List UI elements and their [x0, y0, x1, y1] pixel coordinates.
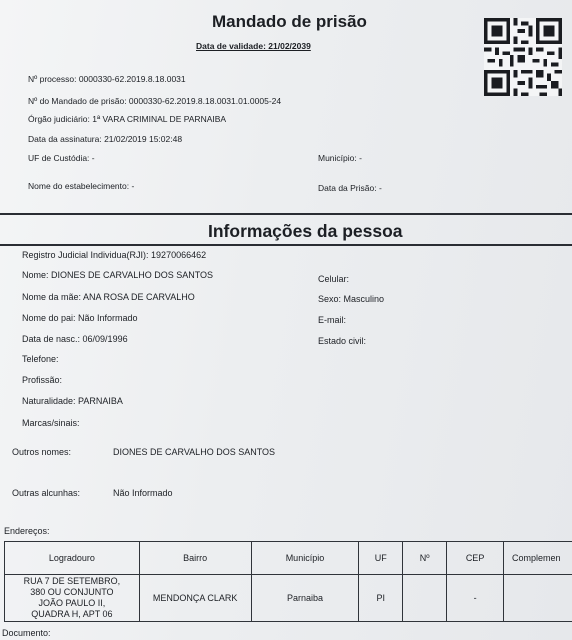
birthplace-field: Naturalidade: PARNAIBA	[22, 396, 123, 406]
marks-field: Marcas/sinais:	[22, 418, 80, 428]
street-line: 380 OU CONJUNTO	[30, 587, 114, 597]
qr-code-icon	[483, 18, 563, 96]
mother-name-field: Nome da mãe: ANA ROSA DE CARVALHO	[22, 292, 195, 302]
municipality: Município: -	[318, 153, 362, 163]
rji-field: Registro Judicial Individua(RJI): 19270066462	[22, 250, 207, 260]
table-row	[5, 575, 572, 622]
other-names-value: DIONES DE CARVALHO DOS SANTOS	[113, 447, 276, 457]
neighborhood-cell: MENDONÇA CLARK	[139, 575, 251, 622]
street-line: JOÃO PAULO II,	[38, 598, 106, 608]
column-header: Complemen	[504, 542, 572, 575]
establishment-name: Nome do estabelecimento: -	[28, 181, 135, 191]
marital-status-field: Estado civil:	[318, 336, 367, 346]
section-divider	[0, 213, 572, 215]
sex-field: Sexo: Masculino	[318, 294, 385, 304]
zip-cell: -	[447, 575, 504, 622]
email-field: E-mail:	[318, 315, 347, 325]
street-line: RUA 7 DE SETEMBRO,	[23, 576, 121, 586]
street-cell	[5, 575, 140, 622]
judicial-body: Órgão judiciário: 1ª VARA CRIMINAL DE PARNAIBA	[28, 114, 227, 124]
section-divider	[0, 244, 572, 246]
signature-date: Data da assinatura: 21/02/2019 15:02:48	[28, 134, 183, 144]
state-cell: PI	[359, 575, 403, 622]
profession-field: Profissão:	[22, 375, 63, 385]
column-header: UF	[359, 542, 403, 575]
aliases-value: Não Informado	[113, 488, 173, 498]
father-name-field: Nome do pai: Não Informado	[22, 313, 138, 323]
aliases-label: Outras alcunhas:	[12, 488, 81, 498]
name-field: Nome: DIONES DE CARVALHO DOS SANTOS	[22, 270, 214, 280]
document-title: Mandado de prisão	[212, 12, 367, 31]
column-header: Logradouro	[5, 542, 140, 575]
warrant-number: Nº do Mandado de prisão: 0000330-62.2019.8.18.0031.01.0005-24	[28, 96, 282, 106]
number-cell	[403, 575, 447, 622]
address-table	[4, 541, 572, 622]
municipality-cell: Parnaiba	[251, 575, 359, 622]
column-header: Bairro	[139, 542, 251, 575]
process-number: Nº processo: 0000330-62.2019.8.18.0031	[28, 74, 186, 84]
validity-date: Data de validade: 21/02/2039	[196, 41, 311, 51]
documents-label: Documento:	[2, 628, 51, 638]
phone-field: Telefone:	[22, 354, 59, 364]
street-line: QUADRA H, APT 06	[31, 609, 113, 619]
addresses-label: Endereços:	[4, 526, 50, 536]
arrest-date: Data da Prisão: -	[318, 183, 382, 193]
mobile-field: Celular:	[318, 274, 350, 284]
column-header: CEP	[447, 542, 504, 575]
complement-cell	[504, 575, 572, 622]
birth-date-field: Data de nasc.: 06/09/1996	[22, 334, 128, 344]
custody-state: UF de Custódia: -	[28, 153, 95, 163]
person-section-title: Informações da pessoa	[208, 221, 403, 241]
other-names-label: Outros nomes:	[12, 447, 72, 457]
column-header: Município	[251, 542, 359, 575]
column-header: Nº	[403, 542, 447, 575]
table-header-row	[5, 542, 572, 575]
